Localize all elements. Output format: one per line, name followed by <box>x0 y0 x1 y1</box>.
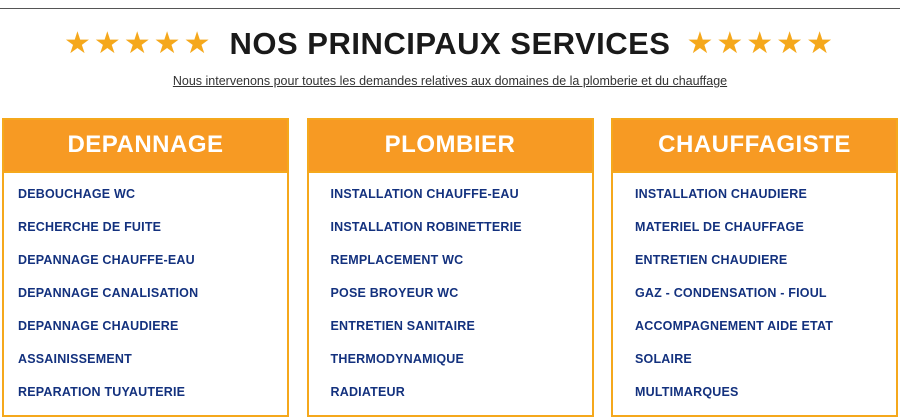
list-item[interactable]: POSE BROYEUR WC <box>330 286 459 300</box>
list-item[interactable]: DEBOUCHAGE WC <box>18 187 136 201</box>
list-item[interactable]: ASSAINISSEMENT <box>18 352 132 366</box>
list-item[interactable]: ENTRETIEN SANITAIRE <box>330 319 476 333</box>
top-divider <box>0 8 900 9</box>
card-title-depannage: DEPANNAGE <box>4 120 287 173</box>
list-item[interactable]: SOLAIRE <box>635 352 692 366</box>
list-item[interactable]: RECHERCHE DE FUITE <box>18 220 162 234</box>
list-item[interactable]: DEPANNAGE CHAUFFE-EAU <box>18 253 195 267</box>
services-columns <box>0 118 900 417</box>
page-subtitle: Nous intervenons pour toutes les demandes relatives aux domaines de la plomberie et du chauffage <box>172 74 728 88</box>
card-title-chauffagiste: CHAUFFAGISTE <box>613 120 896 173</box>
card-title-plombier: PLOMBIER <box>309 120 592 173</box>
list-item[interactable]: MULTIMARQUES <box>635 385 739 399</box>
list-item[interactable]: REPARATION TUYAUTERIE <box>18 385 186 399</box>
card-body-chauffagiste <box>613 173 896 415</box>
service-card-chauffagiste <box>611 118 898 417</box>
list-item[interactable]: GAZ - CONDENSATION - FIOUL <box>635 286 827 300</box>
page-title: NOS PRINCIPAUX SERVICES <box>229 26 671 61</box>
service-card-depannage <box>2 118 289 417</box>
list-item[interactable]: DEPANNAGE CHAUDIERE <box>18 319 179 333</box>
list-item[interactable]: INSTALLATION CHAUFFE-EAU <box>330 187 519 201</box>
list-item[interactable]: RADIATEUR <box>330 385 405 399</box>
card-body-plombier <box>309 173 592 415</box>
list-item[interactable]: ENTRETIEN CHAUDIERE <box>635 253 788 267</box>
list-item[interactable]: THERMODYNAMIQUE <box>330 352 465 366</box>
list-item[interactable]: MATERIEL DE CHAUFFAGE <box>635 220 805 234</box>
title-line <box>0 26 900 62</box>
stars-left-icon: ★★★★★ <box>64 27 214 60</box>
list-item[interactable]: INSTALLATION ROBINETTERIE <box>330 220 522 234</box>
card-body-depannage <box>4 173 287 415</box>
service-card-plombier <box>307 118 594 417</box>
list-item[interactable]: INSTALLATION CHAUDIERE <box>635 187 807 201</box>
list-item[interactable]: DEPANNAGE CANALISATION <box>18 286 199 300</box>
list-item[interactable]: REMPLACEMENT WC <box>330 253 464 267</box>
stars-right-icon: ★★★★★ <box>686 27 836 60</box>
page-header <box>0 26 900 88</box>
list-item[interactable]: ACCOMPAGNEMENT AIDE ETAT <box>635 319 834 333</box>
